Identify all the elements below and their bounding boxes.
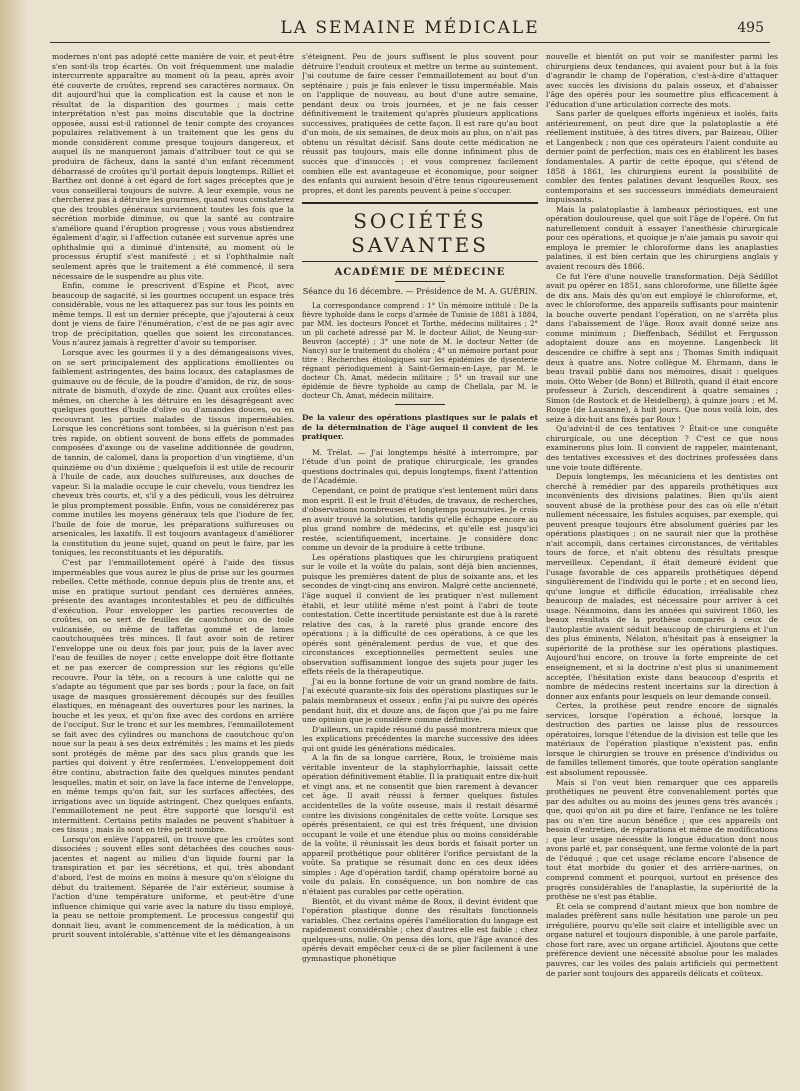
paragraph: Sans parler de quelques efforts ingénieux et isolés, faits antérieurement, on peut dire que la palatoplastie a été réellement instituée, à des titres divers, par Baizeau, Ollier et Langenbeck ; non que ces opérateurs l'aient conduite au dernier point de perfection, mais ces en établirent les bases fondamentales. A partir de cette époque, qui s'étend de 1858 à 1861, les chirurgiens eurent la possibilité de combler des fentes palatines devant lesquelles Roux, ses contemporains et ses successeurs immédiats demeuraient impuissants. <box>546 109 778 205</box>
section-title: SOCIÉTÉS SAVANTES <box>351 209 489 258</box>
paragraph: Et cela se comprend d'autant mieux que bon nombre de malades préfèrent sans nulle hésitation une parole un peu irrégulière, pourvu qu'elle soit claire et intelligible avec un organe naturel et toujours disponible, à une parole parfaite, chose fort rare, avec un organe artificiel. Ajoutons que cette préférence devient une nécessité absolue pour les malades pauvres, car les voiles des palais artificiels qui permettent de parler sont toujours des appareils délicats et coûteux. <box>546 901 778 978</box>
article-heading: De la valeur des opérations plastiques sur le palais et de la détermination de l'âge auquel il convient de les pratiquer. <box>302 413 538 442</box>
page-number: 495 <box>737 20 764 36</box>
paragraph: modernes n'ont pas adopté cette manière de voir, et peut-être s'en sont-ils trop écartés. On voit fréquemment une maladie intercurrente apparaître au moment où la peau, après avoir été couverte de croûtes, reprend ses caractères normaux. On dit aujourd'hui que la complication est la cause et non le résultat de la disparition des gourmes ; mais cette interprétation n'est pas moins discutable que la doctrine opposée, aussi est-il rationnel de tenir compte des croyances populaires relativement à un traitement que les gens du monde considèrent comme presque toujours dangereux, et auquel ils ne manqueront jamais d'attribuer tout ce qui se produira de fâcheux, dans la santé d'un enfant récemment débarrassé de croûtes qu'il portait depuis longtemps. Rilliet et Barthez ont donné à cet égard de fort sages préceptes que je vous conseillerai toujours de suivre. A leur exemple, vous ne chercherez pas à détruire les gourmes, quand vous constaterez que des troubles généraux surviennent toutes les fois que la sécrétion morbide diminue, ou que la santé au contraire s'améliore quand l'éruption progresse ; vous vous abstiendrez également d'agir, si l'affection cutanée est survenue après une ophthalmie qui a diminué d'intensité, au moment où le processus éruptif s'est manifesté ; et si l'ophthalmie naît seulement après que le traitement a été commencé, il sera nécessaire de le suspendre au plus vite. <box>52 52 294 281</box>
paragraph: Mais si l'on veut bien remarquer que ces appareils prothétiques ne peuvent être convenablement portés que par des adultes ou au moins des jeunes gens très avancés ; que, quoi qu'on ait pu dire et faire, l'enfance ne les tolère pas ou n'en tire aucun bénéfice ; que ces appareils ont besoin d'entretien, de réparations et même de modifications ; que leur usage nécessite la longue éducation dont nous avons parlé et, par conséquent, une ferme volonté de la part de l'éduqué ; que cet usage réclame encore l'absence de tout état morbide du gosier et des arrière-narines, on comprend comment et pourquoi, surtout en présence des progrès considérables de l'anaplastie, la supériorité de la prothèse ne s'est pas établie. <box>546 777 778 902</box>
section-banner <box>302 202 538 262</box>
paragraph: Lorsque avec les gourmes il y a des démangeaisons vives, on se sert principalement des applications émollientes ou faiblement astringentes, des bains locaux, des cataplasmes de guimauve ou de fécule, de la poudre d'amidon, de riz, de sous-nitrate de bismuth, d'oxyde de zinc. Quant aux croûtes elles-mêmes, on cherche à les détruire en les désagrégeant avec quelques gouttes d'huile d'olive ou d'amandes douces, ou en recouvrant les parties malades de tissus imperméables. Lorsque les concrétions sont tombées, si la guérison n'est pas très rapide, on obtient souvent de bons effets de pommades composées d'axonge ou de vaseline additionnée de goudron, de tannin, de calomel, dans la proportion d'un vingtième, d'un quinzième ou d'un dixième ; quelquefois il est utile de recourir à l'huile de cade, aux douches sulfureuses, aux douches de vapeur. Si la maladie occupe le cuir chevelu, vous tiendrez les cheveux très courts, et, s'il y a des pédiculi, vous les détruirez le plus promptement possible. Enfin, vous ne considérerez pas comme inutiles les moyens généraux tels que l'iodure de fer, l'huile de foie de morue, les préparations sulfureuses ou arsenicales, les laxatifs. Il est toujours avantageux d'améliorer la constitution du jeune sujet, quand on peut le faire, par les toniques, les reconstituants et les dépuratifs. <box>52 347 294 558</box>
paragraph: Depuis longtemps, les mécaniciens et les dentistes ont cherché à remédier par des appareils prothétiques aux inconvénients des divisions palatines. Bien qu'ils aient souvent abusé de la prothèse pour des cas où elle n'était nullement nécessaire, les fistules acquises, par exemple, qui peuvent presque toujours être absolument guéries par les opérations plastiques ; on ne saurait nier que la prothèse n'ait accompli, dans certaines circonstances, de véritables tours de force, et n'ait obtenu des résultats presque merveilleux. Cependant, il était demeuré évident que l'usage favorable de ces appareils prothétiques dépend singulièrement de l'individu qui le porte ; et en second lieu, qu'une longue et difficile éducation, irréalisable chez beaucoup de malades, est nécessaire pour arriver à cet usage. Néanmoins, dans les années qui suivirent 1860, les beaux résultats de la prothèse comparés à ceux de l'autoplastie avaient séduit beaucoup de chirurgiens et l'un des plus éminents, Nélaton, n'hésitait pas à enseigner la supériorité de la prothèse sur les opérations plastiques. Aujourd'hui encore, on trouve la forte empreinte de cet enseignement, et si la doctrine n'est plus si unanimement acceptée, l'hésitation existe dans beaucoup d'esprits et nombre de médecins restent incertains sur la direction à donner aux enfants pour lesquels on leur demande conseil. <box>546 472 778 701</box>
paragraph: C'est par l'emmaillotement opéré à l'aide des tissus imperméables que vous aurez le plus de prise sur les gourmes rebelles. Cette méthode, connue depuis plus de trente ans, et mise en pratique surtout pendant ces dernières années, présente des avantages incontestables et peu de difficultés d'exécution. Pour envelopper les parties recouvertes de croûtes, on se sert de feuilles de caoutchouc ou de toile vulcanisée, ou même de taffetas gommé et de lames caoutchouquées très minces. Il faut avoir soin de retirer l'enveloppe une ou deux fois par jour, puis de la laver avec l'eau de feuilles de noyer ; cette enveloppe doit être flottante et ne pas exercer de compression sur les régions qu'elle recouvre. Pour la tête, on a recours à une calotte qui ne s'adapte au tégument que par ses bords ; pour la face, on fait usage de masques grossièrement découpés sur des feuilles élastiques, en ménageant des ouvertures pour les narines, la bouche et les yeux, et qu'on fixe avec des cordons en arrière de l'occiput. Sur le tronc et sur les membres, l'emmaillotement se fait avec des cylindres ou manchons de caoutchouc qu'on noue sur la peau à ses deux extrémités ; les mains et les pieds sont protégés de même par des sacs plus grands que les parties qui doivent y être renfermées. L'enveloppement doit être continu, abstraction faite des quelques minutes pendant lesquelles, matin et soir, on lave la face interne de l'enveloppe, en même temps qu'on fait, sur les surfaces affectées, des irrigations avec un liquide astringent. Chez quelques enfants, l'emmaillotement ne peut être supporté que lorsqu'il est intermittent. Certains petits malades ne peuvent s'habituer à ces tissus ; mais ils sont en très petit nombre. <box>52 557 294 835</box>
page-binding-edge <box>0 0 28 1091</box>
subtitle-rule <box>395 281 445 282</box>
section-subtitle: ACADÉMIE DE MÉDECINE <box>334 267 506 279</box>
column-left <box>52 52 294 1087</box>
running-title: LA SEMAINE MÉDICALE <box>280 18 540 38</box>
paragraph: J'ai eu la bonne fortune de voir un grand nombre de faits. J'ai exécuté quarante-six fois des opérations plastiques sur le palais membraneux et osseux ; enfin j'ai pu suivre des opérés pendant huit, dix et douze ans, de façon que j'ai pu me faire une opinion que je considère comme définitive. <box>302 676 538 725</box>
session-line: Séance du 16 décembre. — Présidence de M. A. GUÉRIN. <box>302 286 538 296</box>
paragraph: Cependant, ce point de pratique s'est lentement mûri dans mon esprit. Il est le fruit d'études, de travaux, de recherches, d'observations nombreuses et longtemps poursuivies. Je crois en avoir trouvé la solution, tandis qu'elle échappe encore au plus grand nombre de médecins, et qu'elle est jusqu'ici restée, scientifiquement, incertaine. Je considère donc comme un devoir de la produire à cette tribune. <box>302 485 538 553</box>
page-header <box>50 8 770 44</box>
correspondence-paragraph: La correspondance comprend : 1° Un mémoire intitulé : De la fièvre typhoïde dans le corps d'armée de Tunisie de 1881 à 1884, par MM. les docteurs Poncet et Torthe, médecins militaires ; 2° un pli cacheté adressé par M. le docteur Ailiot, de Neung-sur-Beuvron (accepté) ; 3° une note de M. le docteur Netter (de Nancy) sur le traitement du choléra ; 4° un mémoire portant pour titre : Recherches étiologiques sur les épidémies de dysenterie régnant périodiquement à Saint-Germain-en-Laye, par M. le docteur Ch. Amat, médecin militaire ; 5° un travail sur une épidémie de fièvre typhoïde au camp de Chellala, par M. le docteur Ch. Amat, médecin militaire. <box>302 302 538 401</box>
paragraph: Mais la palatoplastie à lambeaux périostiques, est une opération douloureuse, quel que soit l'âge de l'opéré. On fut naturellement conduit à essayer l'anesthésie chirurgicale pour ces opérations, et quoique je n'aie jamais pu savoir qui employa le premier le chloroforme dans les anaplasties palatines, il est bien certain que les chirurgiens anglais y avaient recours dès 1866. <box>546 204 778 272</box>
header-rule <box>50 42 770 43</box>
paragraph: Les opérations plastiques que les chirurgiens pratiquent sur le voile et la voûte du palais, sont déjà bien anciennes, puisque les premières datent de plus de soixante ans, et les secondes de vingt-cinq ans environ. Malgré cette ancienneté, l'âge auquel il convient de les pratiquer n'est nullement établi, et leur utilité même n'est point à l'abri de toute contestation. Cette incertitude persistante est due à la rareté relative des cas, à la rareté plus grande encore des opérations ; à la difficulté de ces opérations, à ce que les opérés sont généralement perdus de vue, et que des circonstances exceptionnelles permettent seules une observation suffisamment longue des sujets pour juger les effets réels de la thérapeutique. <box>302 552 538 677</box>
column-right <box>546 52 778 1087</box>
divider-rule <box>395 404 445 405</box>
paragraph: s'éteignent. Peu de jours suffisent le plus souvent pour détruire l'enduit crouteux et mettre un terme au suintement. J'ai coutume de faire cesser l'emmaillotement au bout d'un septénaire ; puis je fais enlever le tissu imperméable. Mais on l'applique de nouveau, au bout d'une autre semaine, pendant deux ou trois journées, et je ne fais cesser définitivement le traitement qu'après plusieurs applications successives, pratiquées de cette façon. Il est rare qu'au bout d'un mois, de six semaines, de deux mois au plus, on n'ait pas obtenu un résultat décisif. Sans doute cette médication ne réussit pas toujours, mais elle donne infiniment plus de succès que d'insuccès ; et vous comprenez facilement combien elle est avantageuse et économique, pour soigner des enfants qui auraient besoin d'être tenus rigoureusement propres, et dont les parents peuvent à peine s'occuper. <box>302 52 538 195</box>
paragraph: M. Trélat. — J'ai longtemps hésité à interrompre, par l'étude d'un point de pratique chirurgicale, les grandes questions doctrinales qui, depuis longtemps, fixent l'attention de l'Académie. <box>302 447 538 486</box>
paragraph: nouvelle et bientôt on put voir se manifester parmi les chirurgiens deux tendances, qui avaient pour but à la fois d'agrandir le champ de l'opération, c'est-à-dire d'attaquer avec succès les divisions du palais osseux, et d'abaisser l'âge des opérés pour les soumettre plus efficacement à l'éducation d'une articulation correcte des mots. <box>546 52 778 109</box>
paragraph: Certes, la prothèse peut rendre encore de signalés services, lorsque l'opération a échoué, lorsque la destruction des parties ne laisse plus de ressources opératoires, lorsque l'étendue de la division est telle que les matériaux de l'opération plastique n'existent pas, enfin lorsque le chirurgien se trouve en présence d'individus ou de familles tellement timorés, que toute opération sanglante est absolument repoussée. <box>546 701 778 778</box>
column-middle <box>302 52 538 1087</box>
paragraph: Bientôt, et du vivant même de Roux, il devint évident que l'opération plastique donne des résultats fonctionnels variables. Chez certains opérés l'amélioration du langage est rapidement considérable ; chez d'autres elle est faible ; chez quelques-uns, nulle. On pensa dès lors, que l'âge avancé des opérés devait empêcher ceux-ci de se plier facilement à une gymnastique phonétique <box>302 896 538 963</box>
paragraph: Enfin, comme le prescrivent d'Espine et Picot, avec beaucoup de sagacité, si les gourmes occupent un espace très considérable, vous ne les attaquerez pas sur tous les points en même temps. Il est un dernier précepte, que j'ajouterai à ceux dont je viens de faire l'énumération, c'est de ne pas agir avec trop de précipitation, quelles que soient les circonstances. Vous n'aurez jamais à regretter d'avoir su temporiser. <box>52 281 294 348</box>
paragraph: Ce fut l'ère d'une nouvelle transformation. Déjà Sédillot avait pu opérer en 1851, sans chloroforme, une fillette âgée de dix ans. Mais dès qu'on eut employé le chloroforme, et, avec le chloroforme, des appareils suffisants pour maintenir la bouche ouverte pendant l'opération, on ne s'arrêta plus dans l'abaissement de l'âge. Roux avait donné seize ans comme minimum ; Dieffenbach, Sédillot et Fergusson adoptaient douze ans en moyenne. Langenbeck lit descendre ce chiffre à sept ans ; Thomas Smith indiquait deux à quatre ans. Notre collègue M. Ehrmann, dans le beau travail publié dans nos mémoires, disait : quelques mois. Otto Weber (de Bonn) et Billroth, quand il était encore professeur à Zurich, descendirent à quatre semaines ; Simon (de Rostock et de Heidelberg), à quinze jours ; et M. Rouge (de Lausanne), à huit jours. Que nous voilà loin, des seize à dix-huit ans fixés par Roux ! <box>546 271 778 424</box>
paragraph: A la fin de sa longue carrière, Roux, le troisième mais véritable inventeur de la staphylorrhaphie, laissait cette opération définitivement établie. Il la pratiquait entre dix-huit et vingt ans, et ne consentit que bien rarement à devancer cet âge. Il avait réussi à fermer quelques fistules accidentelles de la voûte osseuse, mais il restait désarmé contre les divisions congénitales de cette voûte. Lorsque ses opérés présentaient, ce qui est très fréquent, une division occupant le voile et une étendue plus ou moins considérable de la voûte, il réunissait les deux bords et faisait porter un appareil prothétique pour oblitérer l'orifice persistant de la voûte. Sa pratique se résumait donc en ces deux idées simples : Age d'opération tardif, champ opératoire borné au voile du palais. En conséquence, un bon nombre de cas n'étaient pas curables par cette opération. <box>302 753 538 896</box>
paragraph: Qu'advint-il de ces tentatives ? Était-ce une conquête chirurgicale, ou une déception ? C'est ce que nous examinerons plus loin. Il convient de rappeler, maintenant, des tentatives excessives et des doctrines professées dans une voie toute différente. <box>546 424 778 472</box>
paragraph: Lorsqu'on enlève l'appareil, on trouve que les croûtes sont dissociées ; souvent elles sont détachées des couches sous-jacentes et nagent au milieu d'un liquide fourni par la transpiration et par les sécrétions, et qui, très abondant d'abord, l'est de moins en moins à mesure qu'on s'éloigne du début du traitement. Séparée de l'air extérieur, soumise à l'action d'une température uniforme, et peut-être d'une influence chimique qui varie avec la nature du tissu employé, la peau se nettoie promptement. Le processus congestif qui donnait lieu, avant le commencement de la médication, à un prurit souvent intolérable, s'atténue vite et les démangeaisons <box>52 834 294 940</box>
paragraph: D'ailleurs, un rapide résumé du passé montrera mieux que les explications précédentes la marche successive des idées qui ont guidé les générations médicales. <box>302 724 538 753</box>
